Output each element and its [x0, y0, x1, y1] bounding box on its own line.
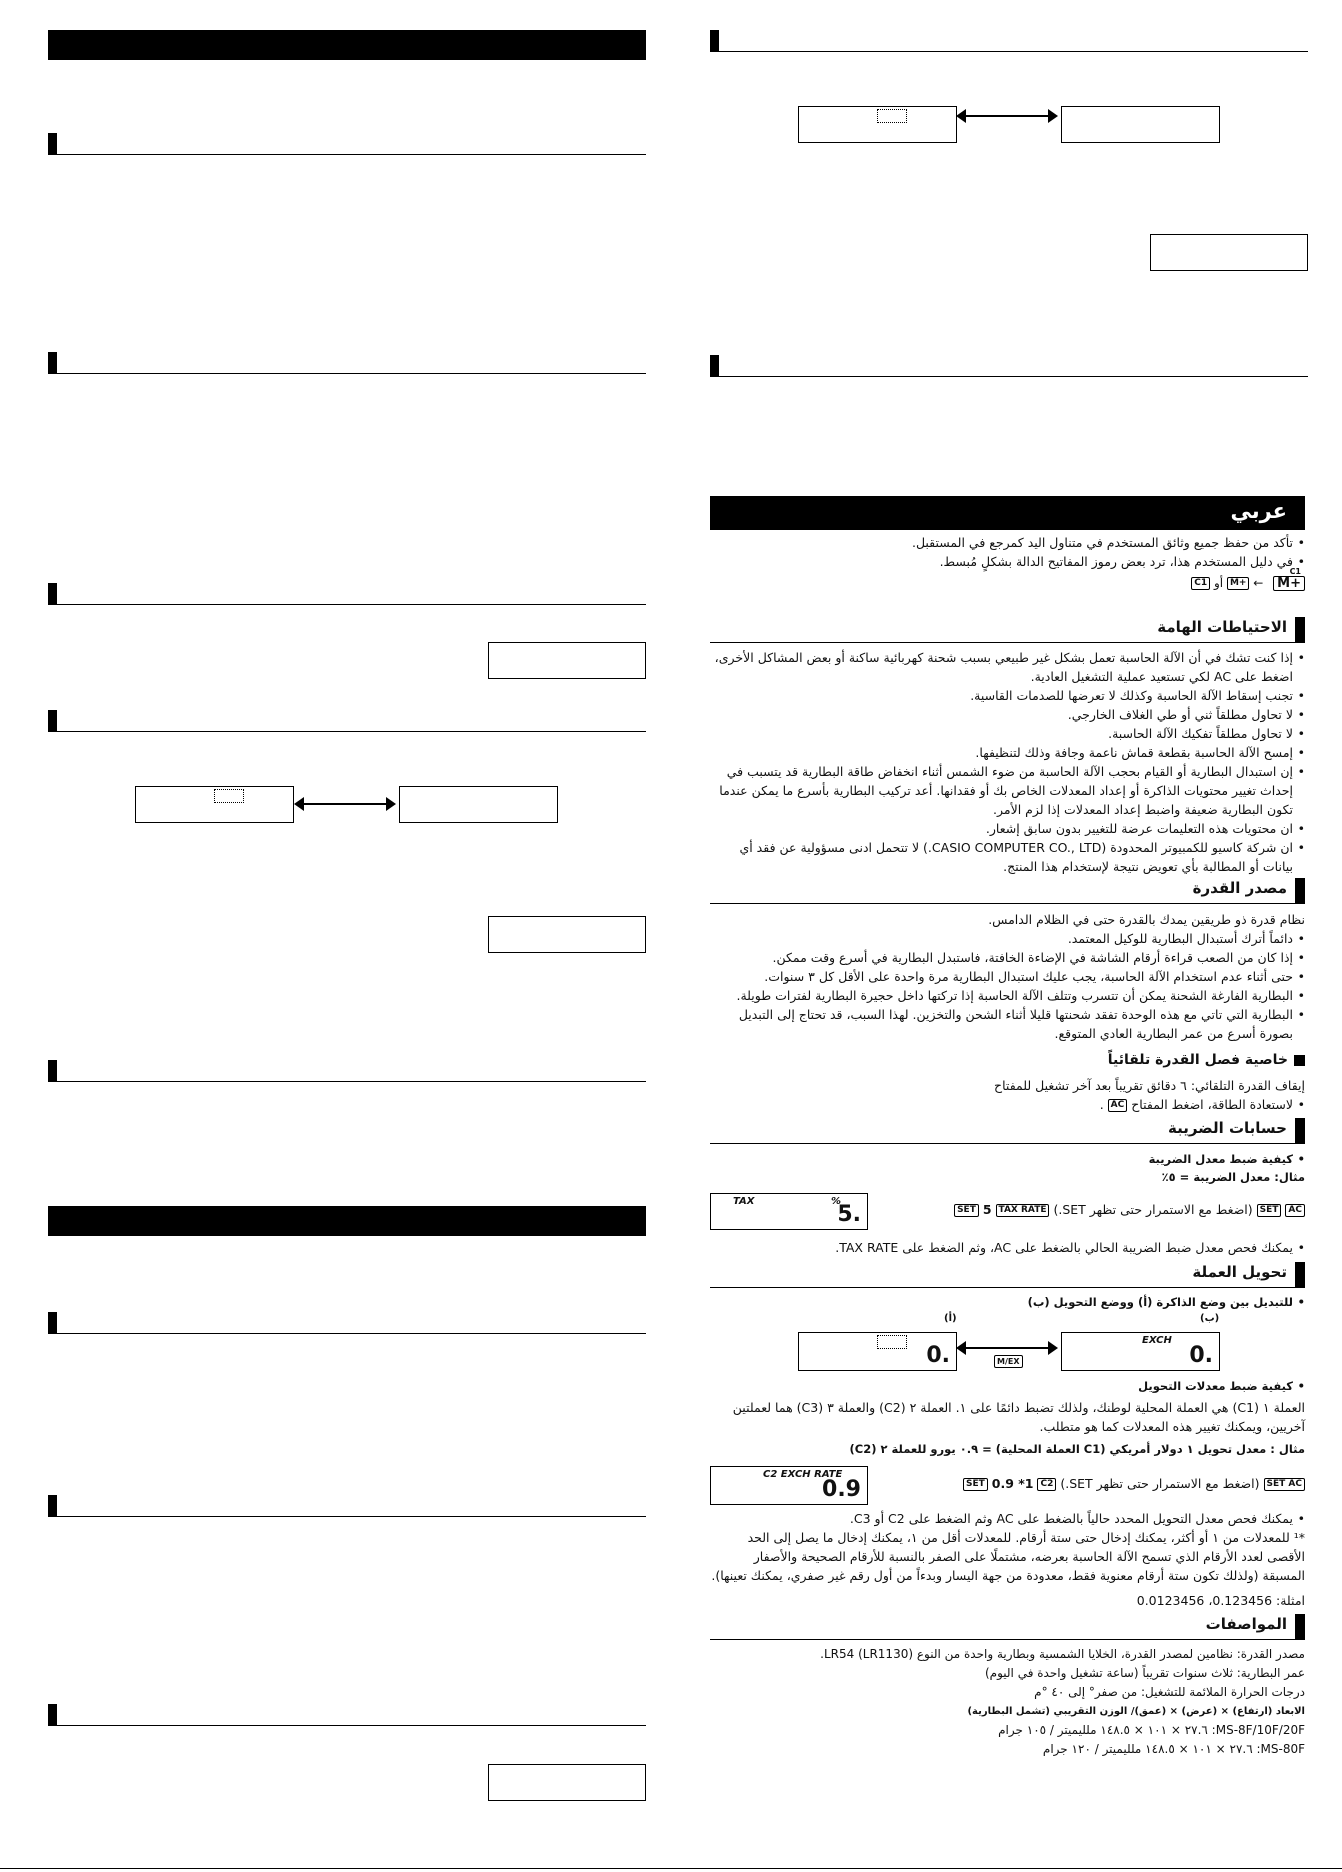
- power-header: [710, 878, 1305, 904]
- intro-item: • تأكد من حفظ جميع وثائق المستخدم في متناول اليد كمرجع في المستقبل.: [710, 533, 1305, 552]
- auto-off-line: إيقاف القدرة التلقائي: ٦ دقائق تقريباً بعد آخر تشغيل للمفتاح: [994, 1078, 1305, 1093]
- left-display-box-2: [488, 916, 646, 953]
- exchange-mode-lcd: [1061, 1332, 1220, 1371]
- tax-example: مثال: معدل الضريبة = ٥٪: [1161, 1170, 1305, 1184]
- tax-instruction: (اضغط مع الاستمرار حتى تظهر SET.): [1053, 1202, 1253, 1217]
- spec-line: MS-8F/10F/20F: ٢٧.٦ × ١٠١ × ١٤٨.٥ ملليميتر / ١٠٥ جرام: [998, 1723, 1305, 1737]
- right-display-memory: [798, 106, 957, 143]
- right-display-exch: [1061, 106, 1220, 143]
- currency-key-sequence: [878, 1476, 1305, 1491]
- c1-key-icon: C1: [1191, 577, 1210, 590]
- power-intro: نظام قدرة ذو طريقين يمدك بالقدرة حتى في الظلام الدامس.: [988, 912, 1305, 927]
- m-plus-key-icon: M+: [1227, 577, 1250, 590]
- tax-header: [710, 1118, 1305, 1144]
- mode-switch-arrow: [296, 803, 394, 805]
- tax-rate-key-icon: TAX RATE: [996, 1204, 1050, 1217]
- precaution-item: • ان شركة كاسيو للكمبيوتر المحدودة (CASIO COMPUTER CO., LTD.) لا تتحمل ادنى مسؤولية عن فقد أي بيانات أو المطالبة بأي تعويض نتيجة لإستخدام هذا المنتج.: [710, 838, 1305, 876]
- c1-superscript: C1: [1289, 567, 1301, 576]
- memory-indicator: [877, 109, 907, 123]
- currency-example: مثال : معدل تحويل ١ دولار أمريكي (C1 العملة المحلية) = ٠.٩ يورو للعملة ٢ (C2): [849, 1442, 1305, 1456]
- right-section-header-1: [710, 30, 1308, 52]
- precautions-list: [710, 648, 1305, 876]
- ac-key-icon: AC: [1108, 1099, 1128, 1112]
- precaution-item: • إمسح الآلة الحاسبة بقطعة قماش ناعمة وجافة وذلك لتنظيفها.: [710, 743, 1305, 762]
- currency-instruction: (اضغط مع الاستمرار حتى تظهر SET.): [1060, 1476, 1260, 1491]
- power-heading: مصدر القدرة: [1192, 879, 1287, 897]
- left-section-header-5: [48, 1060, 646, 1082]
- key-notation-line: [710, 567, 1305, 600]
- currency-note: *¹ للمعدلات من ١ أو أكثر، يمكنك إدخال حتى ستة أرقام. للمعدلات أقل من ١، يمكنك إدخال ما يصل إلى الحد الأقصى لعدد الأرقام الذي تسمح الآلة الحاسبة بعرضه، مشتملًا على الصفر بالنسبة للأرقام الصحيحة والأصفار المسبقة (ولذلك تكون ستة أرقام معنوية فقط، معدودة من جهة اليسار وبدءاً من أول رقم غير صفري، يمكنك تعينها).: [711, 1530, 1305, 1583]
- tax-lcd: [710, 1193, 868, 1230]
- precaution-item: • ان محتويات هذه التعليمات عرضة للتغيير بدون سابق إشعار.: [710, 819, 1305, 838]
- tax-sub: • كيفية ضبط معدل الضريبة: [710, 1150, 1305, 1169]
- auto-off-heading-row: [710, 1052, 1305, 1068]
- left-display-box-3: [488, 1764, 646, 1801]
- left-display-box-1: [488, 642, 646, 679]
- right-section-header-2: [710, 355, 1308, 377]
- set-key-icon: SET: [954, 1204, 979, 1217]
- memory-lcd-value: 0.: [926, 1343, 950, 1368]
- tax-lcd-value: 5.: [837, 1202, 861, 1227]
- exch-rate-lcd-value: 0.9: [822, 1477, 861, 1502]
- currency-paragraph: العملة ١ (C1) هي العملة المحلية لوطنك، ولذلك تضبط دائمًا على ١. العملة ٢ (C2) والعملة ٣ (C3) هما لعملتين آخريين، ويمكنك تغيير هذه المعدلات كما هو متطلب.: [732, 1400, 1305, 1434]
- precaution-item: • تجنب إسقاط الآلة الحاسبة وكذلك لا تعرضها للصدمات القاسية.: [710, 686, 1305, 705]
- memory-mode-lcd: [798, 1332, 957, 1371]
- currency-check: • يمكنك فحص معدل التحويل المحدد حالياً بالضغط على AC وثم الضغط على C2 أو C3.: [710, 1509, 1305, 1528]
- left-section-header-4: [48, 710, 646, 732]
- precautions-heading: الاحتياطات الهامة: [1157, 618, 1287, 636]
- spec-line: عمر البطارية: ثلاث سنوات تقريباً (ساعة تشغيل واحدة في اليوم): [984, 1666, 1305, 1680]
- mode-switch-arrow: [958, 115, 1056, 117]
- rate-digits: 0.9 *1: [991, 1476, 1034, 1491]
- left-title-bar-1: [48, 30, 646, 60]
- precautions-header: [710, 617, 1305, 643]
- set-key-icon: SET: [963, 1478, 988, 1491]
- arrow-glyph: ←: [1253, 576, 1264, 590]
- intro-list: [710, 533, 1305, 571]
- exch-indicator: EXCH: [1142, 1335, 1172, 1346]
- left-section-header-8: [48, 1704, 646, 1726]
- power-item: • إذا كان من الصعب قراءة أرقام الشاشة في الإضاءة الخافتة، فاستبدل البطارية في أسرع وقت ممكن.: [710, 948, 1305, 967]
- currency-header: [710, 1262, 1305, 1288]
- precaution-item: • لا تحاول مطلقاً ثني أو طي الغلاف الخارجي.: [710, 705, 1305, 724]
- tax-key-sequence: [878, 1202, 1305, 1217]
- set-ac-key-icon: SET AC: [1264, 1478, 1305, 1491]
- tax-check: • يمكنك فحص معدل ضبط الضريبة الحالي بالضغط على AC، وثم الضغط على TAX RATE.: [710, 1238, 1305, 1257]
- spec-line: مصدر القدرة: نظامين لمصدر القدرة، الخلايا الشمسية وبطارية واحدة من النوع LR54 (LR1130).: [820, 1647, 1305, 1661]
- memory-indicator: [214, 789, 244, 803]
- currency-sub2: • كيفية ضبط معدلات التحويل: [710, 1377, 1305, 1396]
- left-section-header-1: [48, 133, 646, 155]
- precaution-item: • لا تحاول مطلقاً تفكيك الآلة الحاسبة.: [710, 724, 1305, 743]
- auto-off-heading: خاصية فصل القدرة تلقائياً: [1107, 1052, 1288, 1068]
- exchange-lcd-value: 0.: [1189, 1343, 1213, 1368]
- label-a: (أ): [944, 1313, 957, 1324]
- restore-text: لاستعادة الطاقة، اضغط المفتاح: [1131, 1097, 1293, 1112]
- currency-sub-list: [710, 1293, 1305, 1312]
- exch-rate-indicator: C2 EXCH RATE: [763, 1469, 843, 1480]
- power-item: • البطارية الفارغة الشحنة يمكن أن تتسرب وتتلف الآلة الحاسبة إذا تركتها داخل حجيرة البطارية لفترات طويلة.: [710, 986, 1305, 1005]
- arabic-title: عربي: [1230, 499, 1287, 523]
- currency-check-list: [710, 1509, 1305, 1528]
- precaution-item: • إذا كنت تشك في أن الآلة الحاسبة تعمل بشكل غير طبيعي بسبب شحنة كهربائية ساكنة أو بعض المشاكل الأخرى، اضغط على AC لكي تستعيد عملية التشغيل العادية.: [710, 648, 1305, 686]
- m-plus-c1-key-icon: M+: [1273, 576, 1305, 591]
- specs-header: [710, 1614, 1305, 1640]
- tax-sub-list: [710, 1150, 1305, 1169]
- percent-indicator: %: [831, 1196, 842, 1207]
- mode-switch-arrow: [958, 1347, 1056, 1349]
- power-item: • البطارية التي تاتي مع هذه الوحدة تفقد شحنتها قليلا أثناء الشحن والتخزين. لهذا السبب، قد تحتاج إلى التبديل بصورة أسرع من عمر البطارية العادي المتوقع.: [710, 1005, 1305, 1043]
- left-title-bar-2: [48, 1206, 646, 1236]
- auto-off-list: [710, 1095, 1305, 1114]
- auto-off-restore: • لاستعادة الطاقة، اضغط المفتاح AC .: [710, 1095, 1305, 1114]
- memory-indicator: [877, 1335, 907, 1349]
- spec-line: MS-80F: ٢٧.٦ × ١٠١ × ١٤٨.٥ ملليميتر / ١٢٠ جرام: [1042, 1742, 1305, 1756]
- left-display-exch: [399, 786, 558, 823]
- c2-key-icon: C2: [1037, 1478, 1056, 1491]
- exch-rate-lcd: [710, 1466, 868, 1505]
- power-item: • دائماً أترك أستبدال البطارية للوكيل المعتمد.: [710, 929, 1305, 948]
- currency-sub2-list: [710, 1377, 1305, 1396]
- precaution-item: • إن استبدال البطارية أو القيام بحجب الآلة الحاسبة من ضوء الشمس أثناء انخفاض طاقة البطارية قد يتسبب في إحداث تغيير محتويات الذاكرة أو إعداد المعدلات الخاص بك أو فقدانها. أعد تركيب البطارية بأسرع ما يمكن عندما تكون البطارية ضعيفة واضبط إعداد المعدلات إذا لزم الأمر.: [710, 762, 1305, 819]
- power-list: [710, 929, 1305, 1043]
- left-section-header-7: [48, 1495, 646, 1517]
- tax-heading: حسابات الضريبة: [1167, 1119, 1287, 1137]
- intro-item: • في دليل المستخدم هذا، ترد بعض رموز المفاتيح الدالة بشكلٍ مُبسط.: [710, 552, 1305, 571]
- specs-heading: المواصفات: [1205, 1615, 1287, 1633]
- label-b: (ب): [1200, 1313, 1220, 1324]
- set-key-icon: SET: [1257, 1204, 1282, 1217]
- left-section-header-2: [48, 352, 646, 374]
- right-display-box: [1150, 234, 1308, 271]
- black-square-icon: [1294, 1055, 1305, 1066]
- or-text: أو: [1213, 576, 1224, 590]
- left-display-memory: [135, 786, 294, 823]
- currency-examples: امثلة: 0.123456، 0.0123456: [1136, 1593, 1305, 1608]
- tax-check-list: [710, 1238, 1305, 1257]
- arabic-title-bar: [710, 496, 1305, 530]
- mex-key-icon: M/EX: [994, 1355, 1023, 1368]
- currency-sub1: • للتبديل بين وضع الذاكرة (أ) ووضع التحويل (ب): [710, 1293, 1305, 1312]
- digit-5: 5: [982, 1202, 992, 1217]
- spec-line: الابعاد (ارتفاع) × (عرض) × (عمق)/ الوزن التقريبي (تشمل البطارية): [967, 1706, 1305, 1717]
- spec-line: درجات الحرارة الملائمة للتشغيل: من صفر° إلى ٤٠ °م: [1034, 1685, 1305, 1699]
- specs-list: [710, 1645, 1305, 1759]
- tax-indicator: TAX: [733, 1196, 755, 1207]
- left-section-header-6: [48, 1312, 646, 1334]
- ac-key-icon: AC: [1285, 1204, 1305, 1217]
- left-section-header-3: [48, 583, 646, 605]
- power-item: • حتى أثناء عدم استخدام الآلة الحاسبة، يجب عليك استبدال البطارية مرة واحدة على الأقل كل ٣ سنوات.: [710, 967, 1305, 986]
- currency-heading: تحويل العملة: [1192, 1263, 1287, 1281]
- bottom-edge-line: [0, 1868, 1342, 1869]
